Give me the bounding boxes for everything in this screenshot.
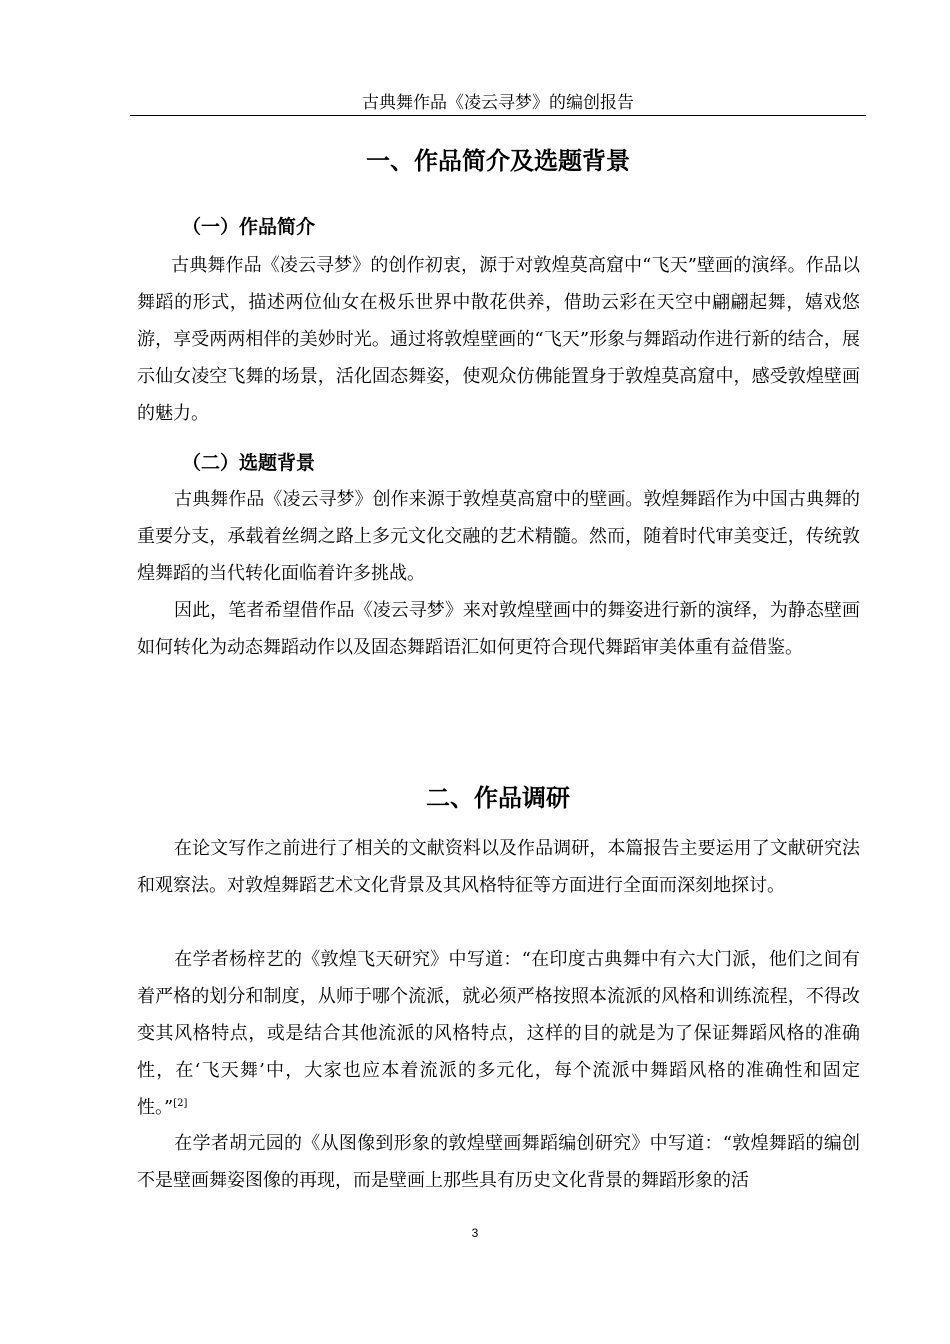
header-rule [130, 115, 866, 116]
running-header: 古典舞作品《凌云寻梦》的编创报告 [362, 93, 634, 113]
subsection-heading: （一）作品简介 [182, 216, 316, 238]
paragraph: 古典舞作品《凌云寻梦》的创作初衷，源于对敦煌莫高窟中“飞天”壁画的演绎。作品以舞蹈的形式，描述两位仙女在极乐世界中散花供养，借助云彩在天空中翩翩起舞，嬉戏悠游，享受两两相伴的美妙时光。通过将敦煌壁画的“飞天”形象与舞蹈动作进行新的结合，展示仙女凌空飞舞的场景，活化固态舞姿，使观众仿佛能置身于敦煌莫高窟中，感受敦煌壁画的魅力。 [137, 255, 860, 424]
citation-marker: [2] [173, 1098, 188, 1109]
paragraph: 在学者胡元园的《从图像到形象的敦煌壁画舞蹈编创研究》中写道：“敦煌舞蹈的编创不是壁画舞姿图像的再现，而是壁画上那些具有历史文化背景的舞蹈形象的活 [137, 1133, 860, 1191]
subsection-heading: （二）选题背景 [182, 452, 316, 474]
page-number: 3 [471, 1226, 479, 1240]
section-heading: 二、作品调研 [426, 784, 570, 812]
section-heading: 一、作品简介及选题背景 [366, 147, 630, 175]
paragraph: 古典舞作品《凌云寻梦》创作来源于敦煌莫高窟中的壁画。敦煌舞蹈作为中国古典舞的重要分支，承载着丝绸之路上多元文化交融的艺术精髓。然而，随着时代审美变迁，传统敦煌舞蹈的当代转化面临着许多挑战。 [137, 489, 860, 584]
paragraph: 在论文写作之前进行了相关的文献资料以及作品调研，本篇报告主要运用了文献研究法和观察法。对敦煌舞蹈艺术文化背景及其风格特征等方面进行全面而深刻地探讨。 [137, 838, 860, 896]
paragraph: 在学者杨梓艺的《敦煌飞天研究》中写道：“在印度古典舞中有六大门派，他们之间有着严格的划分和制度，从师于哪个流派，就必须严格按照本流派的风格和训练流程，不得改变其风格特点，或是结合其他流派的风格特点，这样的目的就是为了保证舞蹈风格的准确性，在‘飞天舞’中，大家也应本着流派的多元化，每个流派中舞蹈风格的准确性和固定性。”[2] [137, 949, 860, 1118]
paragraph: 因此，笔者希望借作品《凌云寻梦》来对敦煌壁画中的舞姿进行新的演绎，为静态壁画如何转化为动态舞蹈动作以及固态舞蹈语汇如何更符合现代舞蹈审美体重有益借鉴。 [137, 600, 860, 658]
